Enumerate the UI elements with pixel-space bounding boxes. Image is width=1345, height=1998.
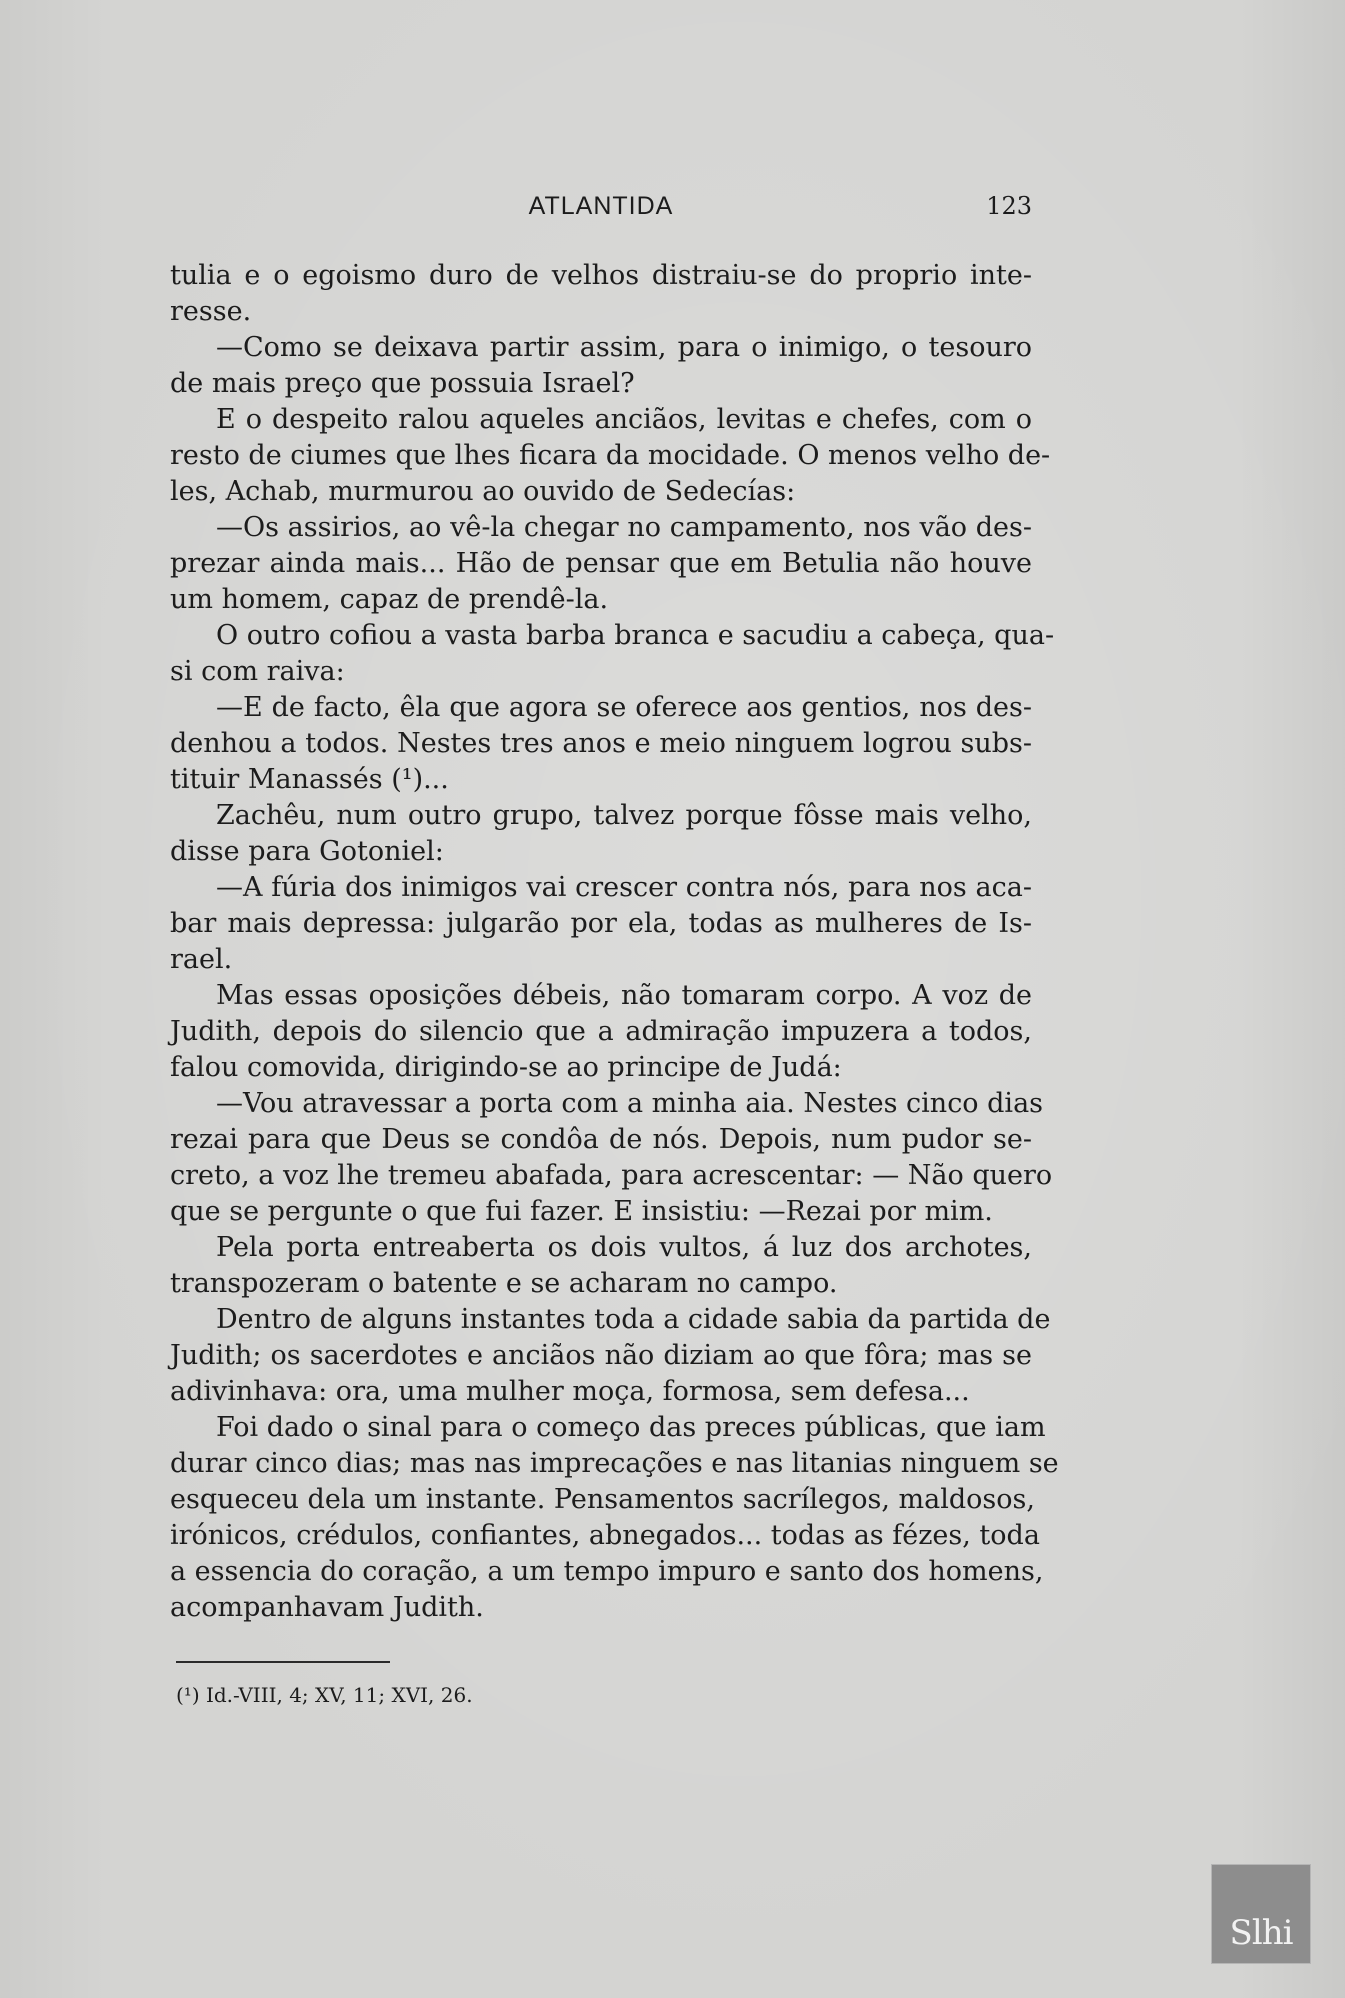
text-line: rael. — [170, 944, 233, 975]
text-line: Pela porta entreaberta os dois vultos, á luz dos archotes, — [216, 1232, 1032, 1263]
text-line: resse. — [170, 296, 252, 327]
page-header — [170, 192, 1032, 222]
text-line: tituir Manassés (¹)... — [170, 764, 449, 795]
text-line: irónicos, crédulos, confiantes, abnegados... todas as fézes, toda — [170, 1520, 1040, 1551]
text-line: O outro cofiou a vasta barba branca e sacudiu a cabeça, qua- — [216, 620, 1055, 651]
library-watermark-logo — [1211, 1864, 1311, 1964]
text-line: a essencia do coração, a um tempo impuro e santo dos homens, — [170, 1556, 1044, 1587]
text-line: si com raiva: — [170, 656, 345, 687]
text-line: esqueceu dela um instante. Pensamentos sacrílegos, maldosos, — [170, 1484, 1035, 1515]
text-line: que se pergunte o que fui fazer. E insistiu: —Rezai por mim. — [170, 1196, 993, 1227]
text-line: um homem, capaz de prendê-la. — [170, 584, 609, 615]
text-line: bar mais depressa: julgarão por ela, todas as mulheres de Is- — [170, 908, 1032, 939]
text-line: —A fúria dos inimigos vai crescer contra nós, para nos aca- — [216, 872, 1032, 903]
footnote: (¹) Id.-VIII, 4; XV, 11; XVI, 26. — [176, 1683, 473, 1707]
text-line: rezai para que Deus se condôa de nós. Depois, num pudor se- — [170, 1124, 1032, 1155]
text-line: adivinhava: ora, uma mulher moça, formosa, sem defesa... — [170, 1376, 970, 1407]
page-number: 123 — [986, 192, 1032, 220]
text-line: disse para Gotoniel: — [170, 836, 444, 867]
watermark-text: Slhi — [1229, 1913, 1293, 1953]
text-line: les, Achab, murmurou ao ouvido de Sedecías: — [170, 476, 796, 507]
text-line: Mas essas oposições débeis, não tomaram corpo. A voz de — [216, 980, 1032, 1011]
footnote-divider — [176, 1661, 390, 1663]
text-line: E o despeito ralou aqueles anciãos, levitas e chefes, com o — [216, 404, 1032, 435]
text-line: acompanhavam Judith. — [170, 1592, 484, 1623]
text-line: —E de facto, êla que agora se oferece aos gentios, nos des- — [216, 692, 1032, 723]
text-line: creto, a voz lhe tremeu abafada, para acrescentar: — Não quero — [170, 1160, 1053, 1191]
text-line: —Como se deixava partir assim, para o inimigo, o tesouro — [216, 332, 1032, 363]
text-line: falou comovida, dirigindo-se ao principe de Judá: — [170, 1052, 842, 1083]
text-line: —Vou atravessar a porta com a minha aia. Nestes cinco dias — [216, 1088, 1044, 1119]
text-line: —Os assirios, ao vê-la chegar no campamento, nos vão des- — [216, 512, 1032, 543]
text-line: Zachêu, num outro grupo, talvez porque fôsse mais velho, — [216, 800, 1032, 831]
running-title: ATLANTIDA — [528, 192, 674, 220]
text-line: durar cinco dias; mas nas imprecações e nas litanias ninguem se — [170, 1448, 1059, 1479]
body-text — [170, 258, 1059, 1626]
text-line: tulia e o egoismo duro de velhos distraiu-se do proprio inte- — [170, 260, 1032, 291]
text-line: resto de ciumes que lhes ficara da mocidade. O menos velho de- — [170, 440, 1051, 471]
text-line: transpozeram o batente e se acharam no campo. — [170, 1268, 838, 1299]
text-line: Dentro de alguns instantes toda a cidade sabia da partida de — [216, 1304, 1051, 1335]
text-line: Judith; os sacerdotes e anciãos não diziam ao que fôra; mas se — [170, 1340, 1032, 1371]
text-line: de mais preço que possuia Israel? — [170, 368, 635, 399]
text-line: prezar ainda mais... Hão de pensar que em Betulia não houve — [170, 548, 1032, 579]
text-line: denhou a todos. Nestes tres anos e meio ninguem logrou subs- — [170, 728, 1032, 759]
text-line: Judith, depois do silencio que a admiração impuzera a todos, — [170, 1016, 1032, 1047]
text-line: Foi dado o sinal para o começo das preces públicas, que iam — [216, 1412, 1046, 1443]
